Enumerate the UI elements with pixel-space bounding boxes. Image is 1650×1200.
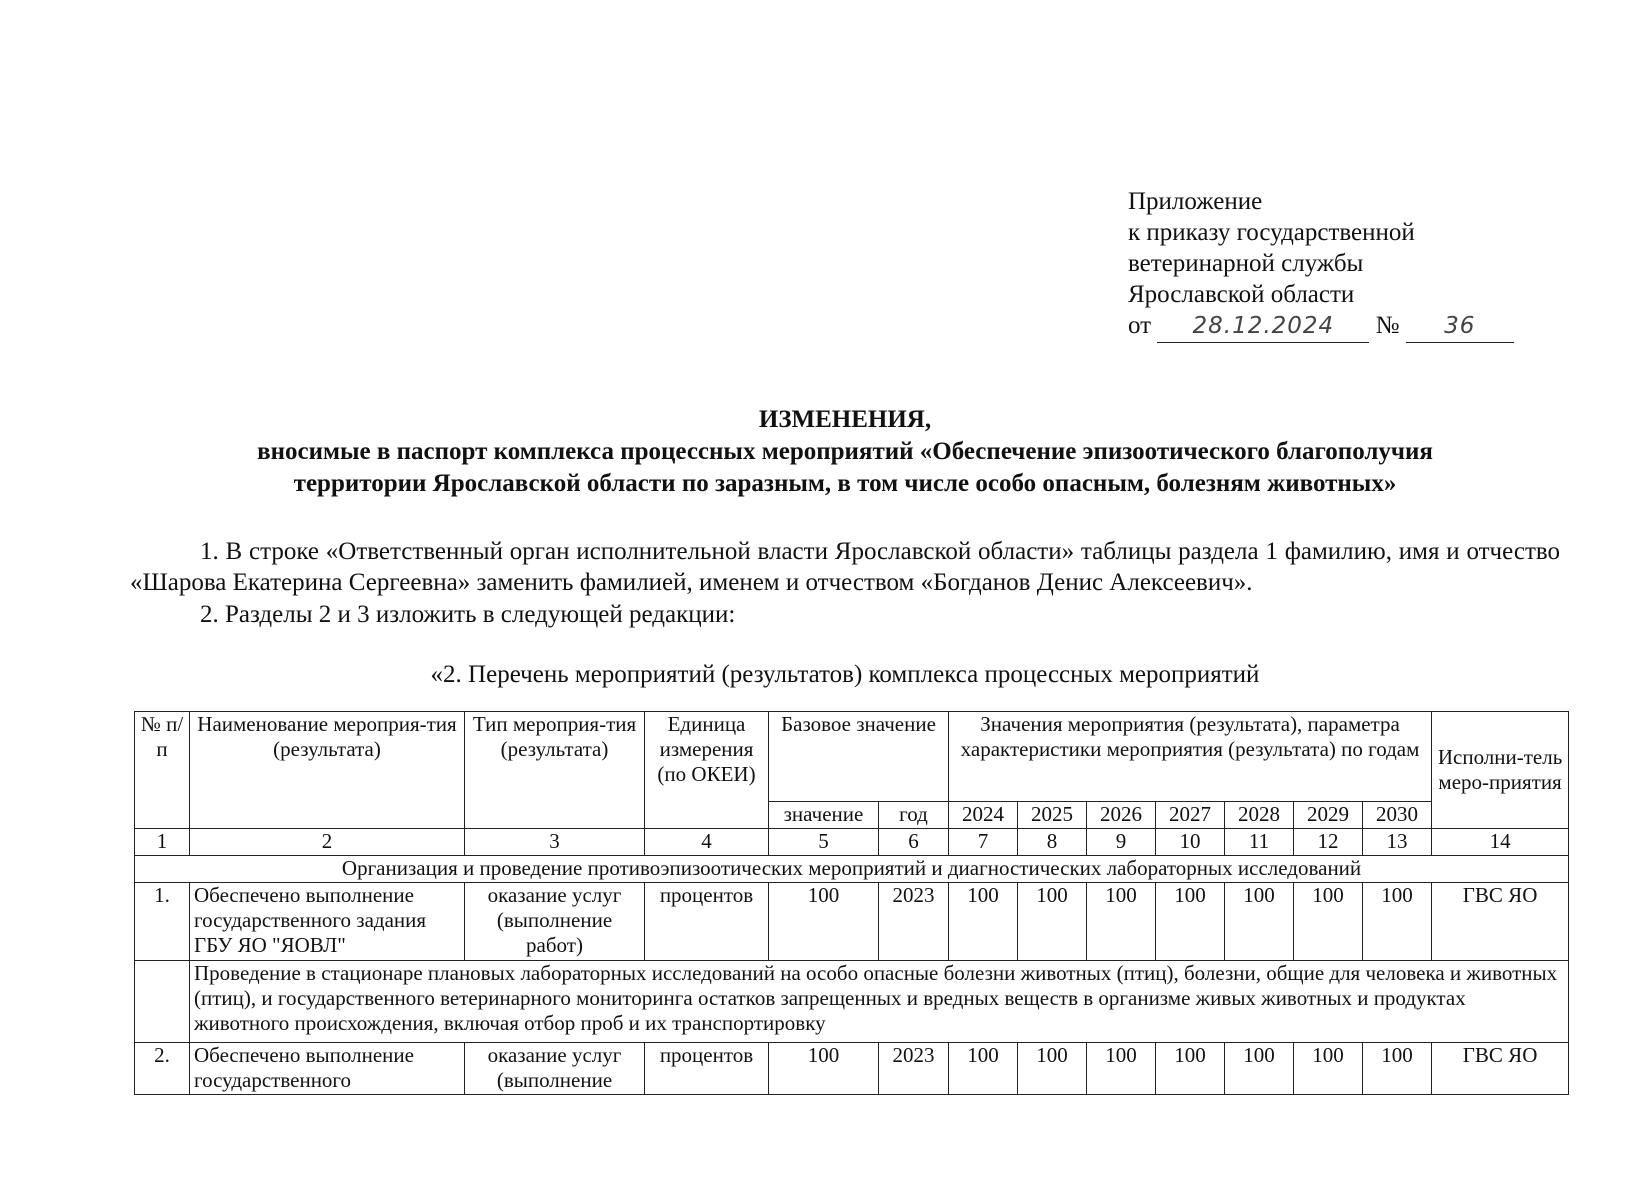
row-value: 100 xyxy=(1294,1043,1363,1095)
row-value: 100 xyxy=(949,883,1018,961)
appendix-line-3: ветеринарной службы xyxy=(1128,250,1364,277)
header-row-1 xyxy=(135,712,1569,802)
appendix-line-4: Ярославской области xyxy=(1128,281,1355,308)
column-number: 4 xyxy=(645,829,769,856)
row-type: оказание услуг (выполнение работ) xyxy=(465,883,645,961)
column-number: 10 xyxy=(1156,829,1225,856)
date-field xyxy=(1157,310,1369,343)
number-label: № xyxy=(1375,312,1400,339)
handwritten-number: 36 xyxy=(1444,313,1476,339)
handwritten-date: 28.12.2024 xyxy=(1192,313,1335,339)
appendix-block xyxy=(1128,186,1514,343)
note-spacer xyxy=(135,961,190,1043)
column-number: 5 xyxy=(769,829,879,856)
number-field xyxy=(1406,310,1514,343)
row-value: 100 xyxy=(1225,883,1294,961)
row-value: 100 xyxy=(1087,1043,1156,1095)
document-heading xyxy=(130,404,1560,500)
row-executor: ГВС ЯО xyxy=(1432,883,1569,961)
table-row xyxy=(135,1043,1569,1095)
section-row-label: Организация и проведение противоэпизоотических мероприятий и диагностических лабораторных исследований xyxy=(135,856,1569,883)
row-unit: процентов xyxy=(645,1043,769,1095)
appendix-line-1: Приложение xyxy=(1128,188,1263,215)
column-number: 1 xyxy=(135,829,190,856)
column-number: 13 xyxy=(1363,829,1432,856)
heading-line-1: вносимые в паспорт комплекса процессных мероприятий «Обеспечение эпизоотического благополучия xyxy=(257,438,1433,465)
measures-table xyxy=(134,711,1569,1095)
header-base: Базовое значение xyxy=(769,712,949,802)
column-number-row xyxy=(135,829,1569,856)
row-value: 100 xyxy=(1294,883,1363,961)
row-name: Обеспечено выполнение государственного xyxy=(190,1043,465,1095)
heading-title: ИЗМЕНЕНИЯ, xyxy=(758,406,932,433)
column-number: 2 xyxy=(190,829,465,856)
header-executor: Исполни-тель меро-приятия xyxy=(1432,712,1569,829)
header-values: Значения мероприятия (результата), параметра характеристики мероприятия (результата) по годам xyxy=(949,712,1432,802)
row-num: 1. xyxy=(135,883,190,961)
table-row xyxy=(135,883,1569,961)
header-year: 2030 xyxy=(1363,802,1432,829)
header-name: Наименование мероприя-тия (результата) xyxy=(190,712,465,829)
header-base-value: значение xyxy=(769,802,879,829)
column-number: 14 xyxy=(1432,829,1569,856)
row-num: 2. xyxy=(135,1043,190,1095)
header-year: 2024 xyxy=(949,802,1018,829)
header-year: 2027 xyxy=(1156,802,1225,829)
header-base-year: год xyxy=(879,802,949,829)
row-type: оказание услуг (выполнение xyxy=(465,1043,645,1095)
paragraph-2: 2. Разделы 2 и 3 изложить в следующей редакции: xyxy=(200,601,736,628)
row-name: Обеспечено выполнение государственного задания ГБУ ЯО "ЯОВЛ" xyxy=(190,883,465,961)
row-value: 100 xyxy=(1018,1043,1087,1095)
from-label: от xyxy=(1128,312,1152,339)
header-year: 2026 xyxy=(1087,802,1156,829)
row-base-value: 100 xyxy=(769,1043,879,1095)
note-row xyxy=(135,961,1569,1043)
row-executor: ГВС ЯО xyxy=(1432,1043,1569,1095)
column-number: 7 xyxy=(949,829,1018,856)
appendix-date-line xyxy=(1128,310,1514,343)
header-type: Тип мероприя-тия (результата) xyxy=(465,712,645,829)
row-value: 100 xyxy=(1363,883,1432,961)
column-number: 6 xyxy=(879,829,949,856)
header-year: 2025 xyxy=(1018,802,1087,829)
column-number: 3 xyxy=(465,829,645,856)
column-number: 8 xyxy=(1018,829,1087,856)
column-number: 9 xyxy=(1087,829,1156,856)
row-base-year: 2023 xyxy=(879,883,949,961)
row-base-value: 100 xyxy=(769,883,879,961)
header-year: 2029 xyxy=(1294,802,1363,829)
section-row xyxy=(135,856,1569,883)
heading-line-2: территории Ярославской области по заразным, в том числе особо опасным, болезням животных» xyxy=(293,470,1397,497)
row-value: 100 xyxy=(1018,883,1087,961)
header-year: 2028 xyxy=(1225,802,1294,829)
header-num: № п/п xyxy=(135,712,190,829)
section-title: «2. Перечень мероприятий (результатов) комплекса процессных мероприятий xyxy=(430,661,1260,688)
row-base-year: 2023 xyxy=(879,1043,949,1095)
row-note: Проведение в стационаре плановых лабораторных исследований на особо опасные болезни животных (птиц), болезни, общие для человека и животных (птиц), и государственного ветеринарного мониторинга остатков запрещенных и вредных веществ в организме живых животных и продуктах животного происхождения, включая отбор проб и их транспортировку xyxy=(190,961,1569,1043)
row-value: 100 xyxy=(1156,883,1225,961)
paragraph-1: 1. В строке «Ответственный орган исполнительной власти Ярославской области» таблицы раздела 1 фамилию, имя и отчество «Шарова Екатерина Сергеевна» заменить фамилией, именем и отчеством «Богданов Денис Алексеевич». xyxy=(130,538,1560,596)
row-unit: процентов xyxy=(645,883,769,961)
header-unit: Единица измерения (по ОКЕИ) xyxy=(645,712,769,829)
row-value: 100 xyxy=(1225,1043,1294,1095)
column-number: 12 xyxy=(1294,829,1363,856)
row-value: 100 xyxy=(1156,1043,1225,1095)
row-value: 100 xyxy=(1363,1043,1432,1095)
column-number: 11 xyxy=(1225,829,1294,856)
appendix-line-2: к приказу государственной xyxy=(1128,219,1415,246)
row-value: 100 xyxy=(949,1043,1018,1095)
row-value: 100 xyxy=(1087,883,1156,961)
